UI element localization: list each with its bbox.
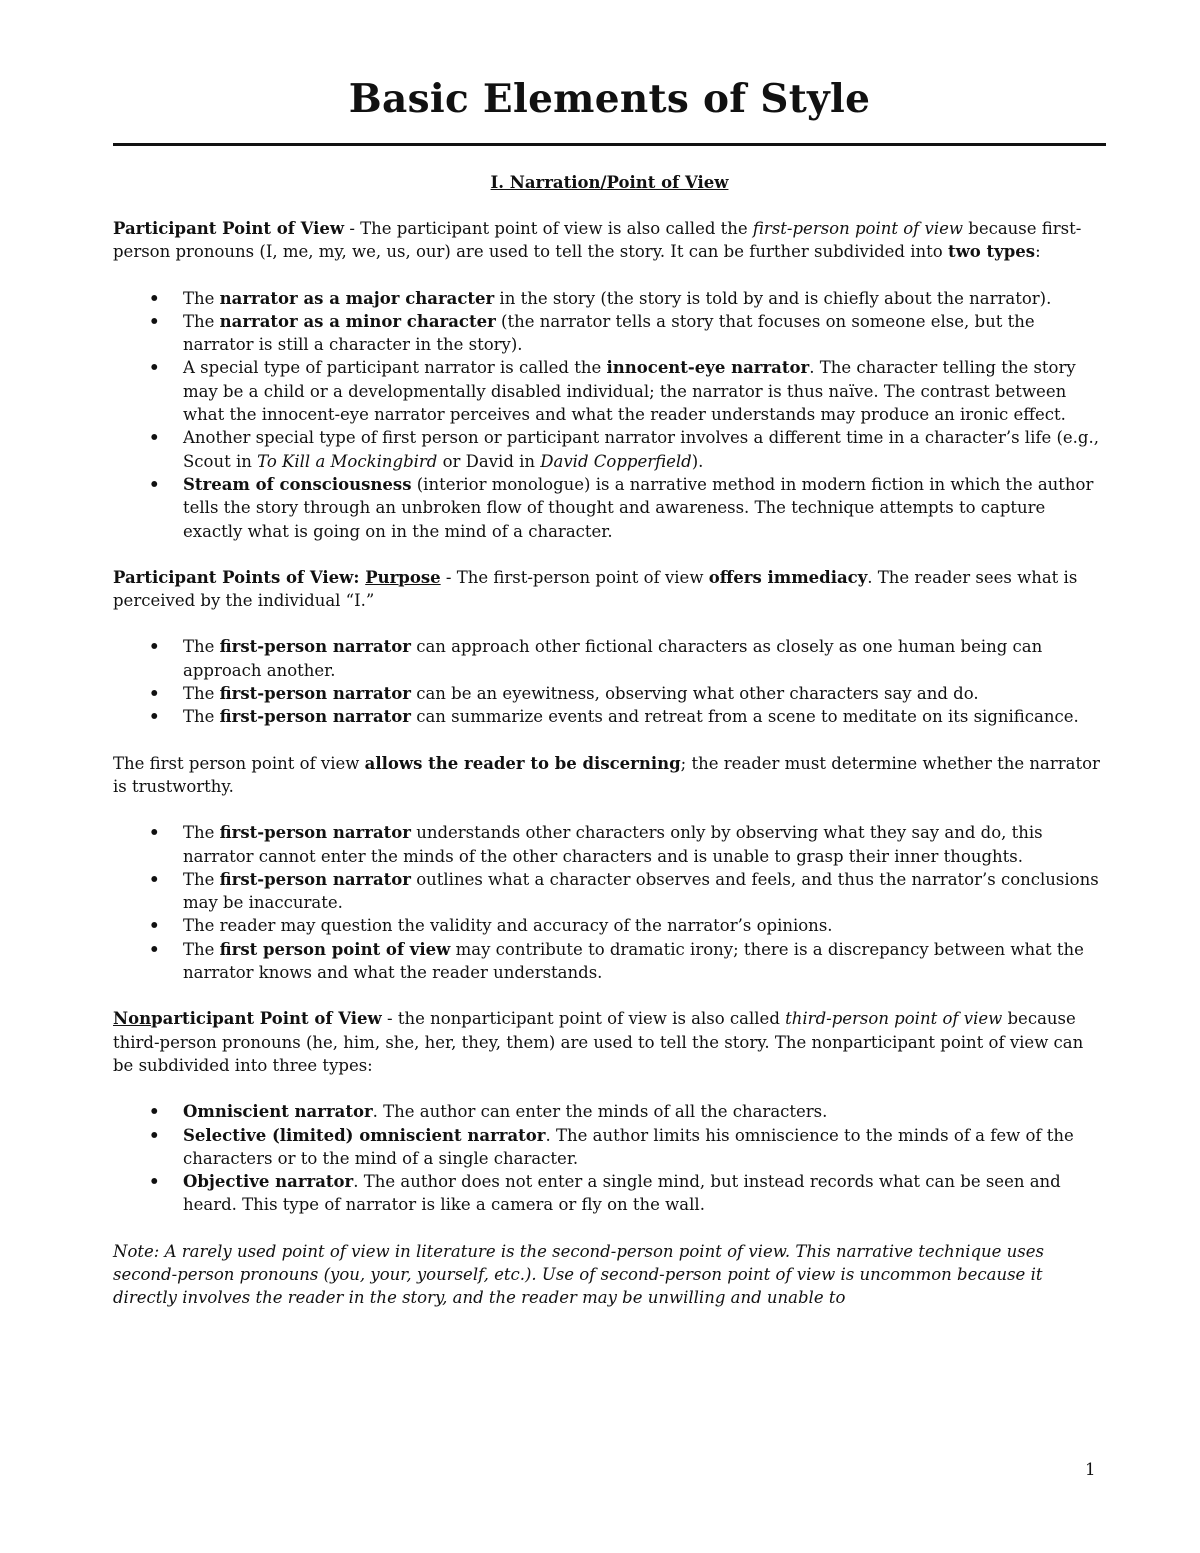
nonparticipant-lead: participant Point of View — [151, 1009, 382, 1029]
bullet-icon: • — [149, 1125, 160, 1145]
note-paragraph: Note: A rarely used point of view in literature is the second-person point of view. This narrative technique uses second-person pronouns (you, your, yourself, etc.). Use of second-person point of view is uncommon because it directly involves the reader in the story, and the reader may be unwilling and unable to — [113, 1241, 1045, 1308]
nonparticipant-paragraph: Nonparticipant Point of View - the nonparticipant point of view is also called third-person point of view because third-person pronouns (he, him, she, her, they, them) are used to tell the story. The nonparticipant point of view can be subdivided into three types: — [113, 1009, 1084, 1075]
bullet-icon: • — [149, 1172, 160, 1192]
participant-paragraph — [113, 217, 1106, 264]
bullet-icon: • — [149, 823, 160, 843]
discerning-paragraph: The first person point of view allows the reader to be discerning; the reader must determine whether the narrator is trustworthy. — [113, 753, 1100, 796]
bullet-icon: • — [149, 1102, 160, 1122]
list-item: • The first-person narrator outlines what a character observes and feels, and thus the narrator’s conclusions may be inaccurate. — [149, 869, 1099, 913]
bullet-icon: • — [149, 684, 160, 704]
section-heading: I. Narration/Point of View — [490, 173, 729, 192]
purpose-paragraph: Participant Points of View: Purpose - The first-person point of view offers immediacy. The reader sees what is perceived by the individual “I.” — [113, 567, 1078, 611]
bullet-icon: • — [149, 637, 160, 657]
participant-text-3: : — [1035, 242, 1041, 262]
list-item: • The narrator as a major character in the story (the story is told by and is chiefly about the narrator). — [113, 287, 1106, 310]
discerning-bullet-list — [113, 821, 1106, 984]
page-number: 1 — [1085, 1460, 1096, 1479]
list-item: • The first-person narrator can be an eyewitness, observing what other characters say and do. — [113, 682, 1106, 705]
list-item: • Stream of consciousness (interior monologue) is a narrative method in modern fiction in which the author tells the story through an unbroken flow of thought and awareness. The technique attempts to capture exactly what is going on in the mind of a character. — [149, 474, 1094, 541]
purpose-lead: Participant Points of View: — [113, 567, 366, 587]
bullet-icon: • — [149, 288, 160, 308]
list-item: • The first-person narrator understands other characters only by observing what they say and do, this narrator cannot enter the minds of the other characters and is unable to grasp their inner thoughts. — [149, 823, 1043, 866]
bullet-icon: • — [149, 358, 160, 378]
bullet-icon: • — [149, 474, 160, 494]
list-item: • Selective (limited) omniscient narrator. The author limits his omniscience to the minds of a few of the characters or to the mind of a single character. — [149, 1125, 1074, 1168]
purpose-underlined: Purpose — [365, 567, 441, 587]
participant-lead: Participant Point of View — [113, 219, 345, 238]
list-item: • The narrator as a minor character (the narrator tells a story that focuses on someone else, but the narrator is still a character in the story). — [149, 311, 1035, 355]
list-item: • A special type of participant narrator is called the innocent-eye narrator. The character telling the story may be a child or a developmentally disabled individual; the narrator is thus naïve. The contrast between what the innocent-eye narrator perceives and what the reader understands may produce an ironic effect. — [149, 358, 1076, 425]
list-item: • The first-person narrator can summarize events and retreat from a scene to meditate on its significance. — [113, 705, 1106, 728]
document-title: Basic Elements of Style — [348, 76, 871, 122]
list-item: • Omniscient narrator. The author can enter the minds of all the characters. — [113, 1100, 1106, 1123]
bullet-icon: • — [149, 939, 160, 959]
bullet-icon: • — [149, 707, 160, 727]
bullet-icon: • — [149, 869, 160, 889]
bullet-icon: • — [149, 311, 160, 331]
nonparticipant-bullet-list — [113, 1100, 1106, 1216]
participant-text-2: because first-person pronouns (I, me, my, we, us, our) are used to tell the story. It can be further subdivided into — [113, 219, 1082, 262]
nonparticipant-underlined: Non — [113, 1009, 152, 1029]
document-page — [113, 0, 1106, 1310]
list-item: • Objective narrator. The author does not enter a single mind, but instead records what can be seen and heard. This type of narrator is like a camera or fly on the wall. — [149, 1172, 1061, 1215]
bullet-icon: • — [149, 428, 160, 448]
list-item: • The first person point of view may contribute to dramatic irony; there is a discrepancy between what the narrator knows and what the reader understands. — [149, 939, 1084, 983]
list-item: • The first-person narrator can approach other fictional characters as closely as one human being can approach another. — [149, 637, 1043, 680]
bullet-icon: • — [149, 916, 160, 936]
list-item: • Another special type of first person or participant narrator involves a different time in a character’s life (e.g., Scout in To Kill a Mockingbird or David in David Copperfield). — [149, 428, 1099, 471]
list-item: • The reader may question the validity and accuracy of the narrator’s opinions. — [113, 914, 1106, 937]
participant-bullet-list — [113, 287, 1106, 543]
document-body — [113, 195, 1106, 1310]
participant-em: first-person point of view — [752, 219, 964, 238]
participant-bold: two types — [947, 242, 1036, 262]
purpose-bullet-list — [113, 635, 1106, 728]
title-divider — [113, 143, 1106, 146]
participant-text-1: - The participant point of view is also called the — [344, 219, 753, 238]
